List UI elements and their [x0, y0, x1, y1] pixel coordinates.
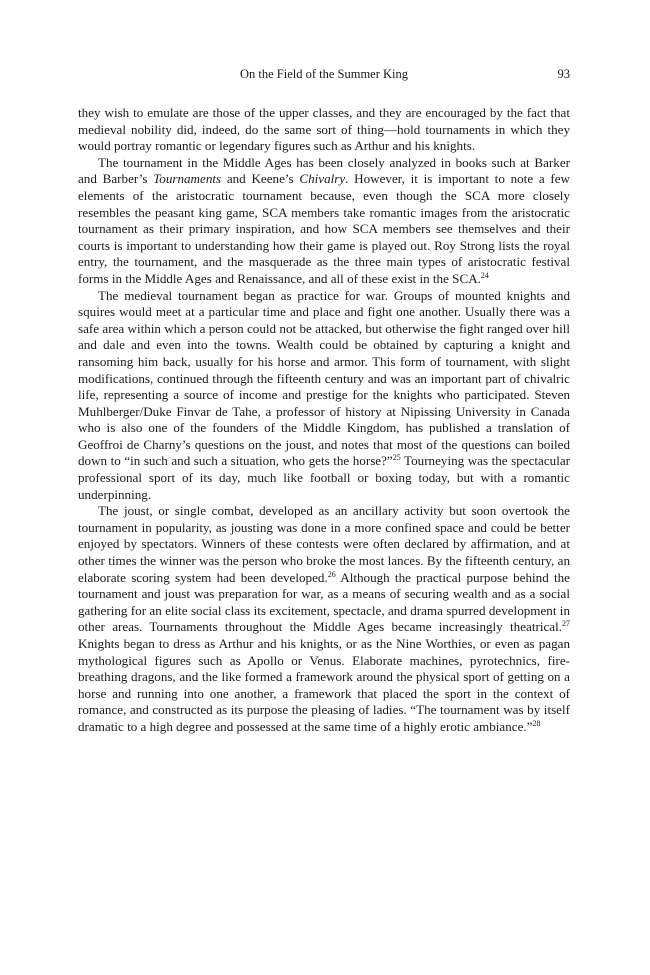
paragraph-4 — [78, 503, 570, 735]
footnote-ref-28: 28 — [532, 718, 541, 728]
running-title: On the Field of the Summer King — [239, 67, 409, 81]
paragraph-text: Tourneying was the spectacular professional sport of its day, much like football or boxing today, but with a romantic underpinning. — [78, 453, 571, 502]
paragraph-3 — [78, 288, 570, 504]
paragraph-text: The tournament in the Middle Ages has been closely analyzed in books such at Barker and Barber’s — [78, 154, 570, 187]
book-title-tournaments: Tournaments — [153, 171, 222, 187]
paragraph-text: they wish to emulate are those of the upper classes, and they are encouraged by the fact that medieval nobility did, indeed, do the same sort of thing—hold tournaments in which they would portray romantic or legendary figures such as Arthur and his knights. — [78, 105, 570, 154]
paragraph-text: The joust, or single combat, developed as an ancillary activity but soon overtook the tournament in popularity, as jousting was done in a more confined space and could be better enjoyed by spectators. Winners of these contests were often declared by affirmation, and at other times the winner was the person who broke the most lances. By the fifteenth century, an elaborate scoring system had been developed. — [78, 503, 570, 585]
footnote-ref-24: 24 — [480, 270, 489, 280]
body-text — [78, 105, 570, 736]
paragraph-text: Knights began to dress as Arthur and his knights, or as the Nine Worthies, or even as pagan mythological figures such as Apollo or Venus. Elaborate machines, pyrotechnics, fire-breathing dragons, and the like formed a framework around the physical sport of getting on a horse and running into one another, a framework that placed the sport in the context of romance, and constructed as its purpose the pleasing of ladies. “The tournament was by itself dramatic to a high degree and possessed at the same time of a highly erotic ambiance.” — [78, 636, 570, 734]
footnote-ref-25: 25 — [392, 453, 401, 463]
paragraph-text: . However, it is important to note a few elements of the aristocratic tournament because, even though the SCA more closely resembles the peasant king game, SCA members take romantic images from the aristocratic tournament as their primary inspiration, and how SCA members see themselves and their courts is important to understanding how their game is played out. Roy Strong lists the royal entry, the tournament, and the masquerade as the three main types of aristocratic festival forms in the Middle Ages and Renaissance, and all of these exist in the SCA. — [78, 171, 570, 286]
paragraph-2 — [78, 155, 570, 288]
paragraph-text: The medieval tournament began as practice for war. Groups of mounted knights and squires would meet at a particular time and place and fight one another. Usually there was a safe area within which a person could not be attacked, but otherwise the fight ranged over hill and dale and even into the towns. Wealth could be obtained by capturing a knight and ransoming him back, usually for his horse and armor. This form of tournament, with slight modifications, continued through the fifteenth century and was an important part of chivalric life, representing a source of income and prestige for the knights who participated. Steven Muhlberger/Duke Finvar de Tahe, a professor of history at Nipissing University in Canada who is also one of the founders of the Middle Kingdom, has published a translation of Geoffroi de Charny’s questions on the joust, and notes that most of the questions can boiled down to “in such and such a situation, who gets the horse?” — [78, 287, 570, 469]
book-title-chivalry: Chivalry — [299, 171, 346, 187]
running-head — [78, 66, 570, 82]
paragraph-text: Although the practical purpose behind the tournament and joust was preparation for war, as a means of securing wealth and as a social gathering for an elite social class its excitement, spectacle, and drama spurred development in other areas. Tournaments throughout the Middle Ages became increasingly theatrical. — [78, 569, 570, 635]
page-number: 93 — [557, 67, 570, 81]
paragraph-1 — [78, 105, 570, 155]
paragraph-text: and Keene’s — [221, 171, 300, 187]
footnote-ref-27: 27 — [562, 619, 570, 629]
footnote-ref-26: 26 — [327, 569, 336, 579]
